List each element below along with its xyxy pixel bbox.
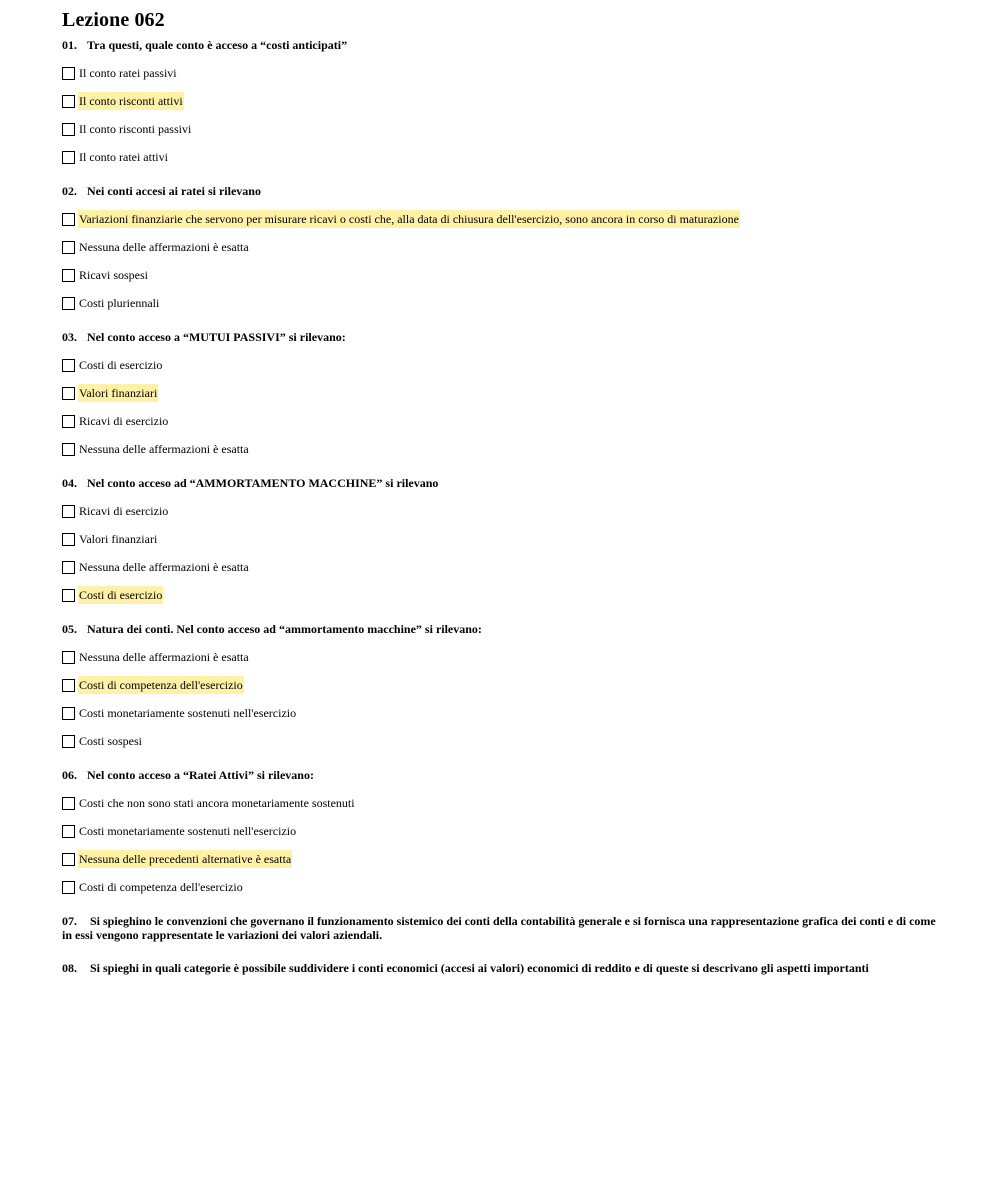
answer-option[interactable] bbox=[62, 699, 942, 727]
answer-option[interactable] bbox=[62, 873, 942, 901]
answer-option[interactable] bbox=[62, 435, 942, 463]
answer-checkbox[interactable] bbox=[62, 505, 75, 518]
question-text bbox=[62, 961, 942, 975]
answer-label: Costi monetariamente sostenuti nell'esercizio bbox=[79, 824, 297, 838]
answer-label: Valori finanziari bbox=[79, 532, 158, 546]
answer-option[interactable] bbox=[62, 87, 942, 115]
answer-label: Nessuna delle affermazioni è esatta bbox=[79, 560, 249, 574]
question-text bbox=[62, 768, 942, 782]
question-number: 05. bbox=[62, 622, 77, 636]
question-05 bbox=[62, 622, 942, 755]
answer-checkbox[interactable] bbox=[62, 797, 75, 810]
answer-option[interactable] bbox=[62, 407, 942, 435]
answer-checkbox[interactable] bbox=[62, 853, 75, 866]
document-page bbox=[62, 8, 942, 994]
answer-label: Il conto ratei attivi bbox=[79, 150, 168, 164]
question-body: Si spieghi in quali categorie è possibile suddividere i conti economici (accesi ai valori) economici di reddito e di queste si descrivano gli aspetti importanti bbox=[90, 961, 869, 975]
answer-option[interactable] bbox=[62, 845, 942, 873]
question-body: Tra questi, quale conto è acceso a “costi anticipati” bbox=[87, 38, 348, 52]
answer-option[interactable] bbox=[62, 671, 942, 699]
answer-checkbox[interactable] bbox=[62, 825, 75, 838]
answer-option[interactable] bbox=[62, 727, 942, 755]
answer-checkbox[interactable] bbox=[62, 679, 75, 692]
question-06 bbox=[62, 768, 942, 901]
answer-checkbox[interactable] bbox=[62, 241, 75, 254]
answer-checkbox[interactable] bbox=[62, 533, 75, 546]
question-text bbox=[62, 184, 942, 198]
answer-checkbox[interactable] bbox=[62, 67, 75, 80]
question-04 bbox=[62, 476, 942, 609]
answer-checkbox[interactable] bbox=[62, 707, 75, 720]
answer-checkbox[interactable] bbox=[62, 415, 75, 428]
answer-checkbox[interactable] bbox=[62, 561, 75, 574]
answer-option[interactable] bbox=[62, 289, 942, 317]
question-number: 07. bbox=[62, 914, 77, 928]
question-number: 01. bbox=[62, 38, 77, 52]
question-01 bbox=[62, 38, 942, 171]
answer-option[interactable] bbox=[62, 205, 942, 233]
answer-option[interactable] bbox=[62, 233, 942, 261]
answer-label: Costi di esercizio bbox=[79, 358, 163, 372]
answer-checkbox[interactable] bbox=[62, 213, 75, 226]
question-text bbox=[62, 914, 942, 942]
answer-label: Il conto ratei passivi bbox=[79, 66, 177, 80]
answer-option[interactable] bbox=[62, 553, 942, 581]
answer-label: Costi pluriennali bbox=[79, 296, 160, 310]
answer-option[interactable] bbox=[62, 115, 942, 143]
answer-checkbox[interactable] bbox=[62, 735, 75, 748]
answer-label: Ricavi di esercizio bbox=[79, 414, 169, 428]
answer-option[interactable] bbox=[62, 817, 942, 845]
answer-label: Costi di competenza dell'esercizio bbox=[79, 880, 243, 894]
question-body: Nei conti accesi ai ratei si rilevano bbox=[87, 184, 261, 198]
question-text bbox=[62, 476, 942, 490]
answer-checkbox[interactable] bbox=[62, 269, 75, 282]
open-question-08 bbox=[62, 961, 942, 975]
answer-option[interactable] bbox=[62, 497, 942, 525]
answer-label: Nessuna delle affermazioni è esatta bbox=[79, 650, 249, 664]
answer-option[interactable] bbox=[62, 789, 942, 817]
answer-option[interactable] bbox=[62, 143, 942, 171]
answer-checkbox[interactable] bbox=[62, 123, 75, 136]
question-number: 02. bbox=[62, 184, 77, 198]
question-body: Si spieghino le convenzioni che governano il funzionamento sistemico dei conti della contabilità generale e si fornisca una rappresentazione grafica dei conti e di come in essi vengono rappresentate le variazioni dei valori aziendali. bbox=[62, 914, 936, 942]
question-body: Nel conto acceso ad “AMMORTAMENTO MACCHINE” si rilevano bbox=[87, 476, 439, 490]
question-number: 04. bbox=[62, 476, 77, 490]
answer-checkbox[interactable] bbox=[62, 443, 75, 456]
question-number: 03. bbox=[62, 330, 77, 344]
answer-option[interactable] bbox=[62, 379, 942, 407]
answer-label: Nessuna delle affermazioni è esatta bbox=[79, 442, 249, 456]
answer-label: Ricavi sospesi bbox=[79, 268, 148, 282]
answer-option[interactable] bbox=[62, 59, 942, 87]
answer-checkbox[interactable] bbox=[62, 387, 75, 400]
answer-label-highlighted: Il conto risconti attivi bbox=[79, 94, 183, 108]
question-body: Nel conto acceso a “Ratei Attivi” si rilevano: bbox=[87, 768, 314, 782]
answer-label-highlighted: Nessuna delle precedenti alternative è esatta bbox=[79, 852, 292, 866]
question-text bbox=[62, 330, 942, 344]
answer-label-highlighted: Valori finanziari bbox=[79, 386, 158, 400]
page-title: Lezione 062 bbox=[62, 9, 165, 31]
answer-label-highlighted: Costi di esercizio bbox=[79, 588, 163, 602]
question-number: 06. bbox=[62, 768, 77, 782]
answer-checkbox[interactable] bbox=[62, 95, 75, 108]
answer-checkbox[interactable] bbox=[62, 651, 75, 664]
answer-option[interactable] bbox=[62, 643, 942, 671]
answer-label: Ricavi di esercizio bbox=[79, 504, 169, 518]
answer-label: Costi sospesi bbox=[79, 734, 143, 748]
answer-checkbox[interactable] bbox=[62, 359, 75, 372]
answer-option[interactable] bbox=[62, 525, 942, 553]
answer-option[interactable] bbox=[62, 351, 942, 379]
answer-checkbox[interactable] bbox=[62, 297, 75, 310]
question-body: Nel conto acceso a “MUTUI PASSIVI” si rilevano: bbox=[87, 330, 346, 344]
question-02 bbox=[62, 184, 942, 317]
answer-checkbox[interactable] bbox=[62, 881, 75, 894]
answer-checkbox[interactable] bbox=[62, 151, 75, 164]
answer-option[interactable] bbox=[62, 261, 942, 289]
question-number: 08. bbox=[62, 961, 77, 975]
question-text bbox=[62, 38, 942, 52]
question-03 bbox=[62, 330, 942, 463]
answer-label: Il conto risconti passivi bbox=[79, 122, 192, 136]
question-body: Natura dei conti. Nel conto acceso ad “ammortamento macchine” si rilevano: bbox=[87, 622, 482, 636]
answer-label-highlighted: Variazioni finanziarie che servono per misurare ricavi o costi che, alla data di chiusura dell'esercizio, sono ancora in corso di maturazione bbox=[79, 212, 739, 226]
answer-label: Nessuna delle affermazioni è esatta bbox=[79, 240, 249, 254]
answer-label: Costi monetariamente sostenuti nell'esercizio bbox=[79, 706, 297, 720]
answer-option[interactable] bbox=[62, 581, 942, 609]
question-text bbox=[62, 622, 942, 636]
answer-label-highlighted: Costi di competenza dell'esercizio bbox=[79, 678, 243, 692]
answer-checkbox[interactable] bbox=[62, 589, 75, 602]
open-question-07 bbox=[62, 914, 942, 942]
answer-label: Costi che non sono stati ancora monetariamente sostenuti bbox=[79, 796, 355, 810]
